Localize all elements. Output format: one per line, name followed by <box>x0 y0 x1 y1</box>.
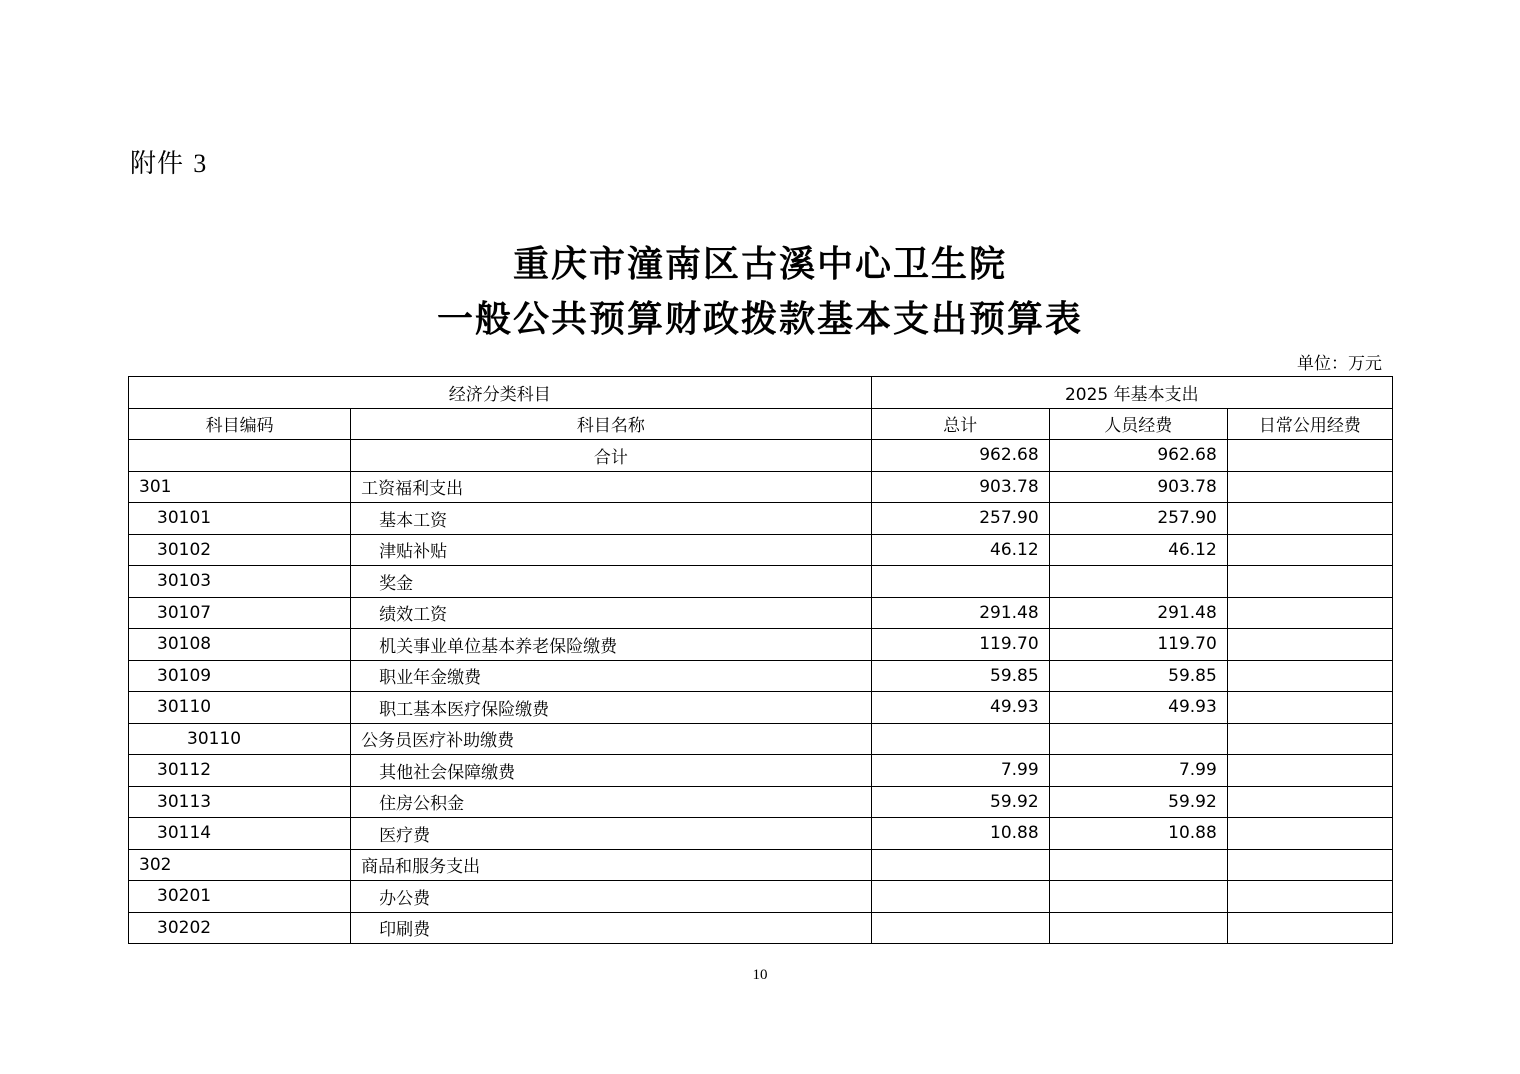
row-code: 30110 <box>129 692 351 724</box>
header-name: 科目名称 <box>351 408 871 440</box>
attachment-number: 3 <box>193 149 208 178</box>
table-row <box>129 471 1393 503</box>
row-daily <box>1227 471 1392 503</box>
row-name: 津贴补贴 <box>351 534 871 566</box>
table-row <box>129 629 1393 661</box>
row-personnel: 49.93 <box>1049 692 1227 724</box>
row-personnel: 291.48 <box>1049 597 1227 629</box>
row-total <box>871 566 1049 598</box>
table-row <box>129 597 1393 629</box>
row-name: 绩效工资 <box>351 597 871 629</box>
table-row <box>129 692 1393 724</box>
row-name: 住房公积金 <box>351 786 871 818</box>
row-daily <box>1227 629 1392 661</box>
table-row <box>129 881 1393 913</box>
row-code: 30110 <box>129 723 351 755</box>
row-code: 30201 <box>129 881 351 913</box>
row-name: 印刷费 <box>351 912 871 944</box>
row-personnel: 119.70 <box>1049 629 1227 661</box>
row-personnel <box>1049 881 1227 913</box>
row-personnel: 59.85 <box>1049 660 1227 692</box>
header-year-expense: 2025 年基本支出 <box>871 377 1392 409</box>
row-total: 903.78 <box>871 471 1049 503</box>
row-code: 30108 <box>129 629 351 661</box>
row-code: 30113 <box>129 786 351 818</box>
total-row <box>129 440 1393 472</box>
page-number: 10 <box>752 967 768 983</box>
attachment-text: 附件 <box>130 149 185 179</box>
document-title-line1: 重庆市潼南区古溪中心卫生院 <box>512 244 1007 285</box>
table-row <box>129 660 1393 692</box>
header-economic-category: 经济分类科目 <box>129 377 872 409</box>
row-total <box>871 881 1049 913</box>
table-row <box>129 849 1393 881</box>
row-total: 46.12 <box>871 534 1049 566</box>
table-row <box>129 534 1393 566</box>
total-total: 962.68 <box>871 440 1049 472</box>
document-title-line2: 一般公共预算财政拨款基本支出预算表 <box>436 299 1083 340</box>
table-row <box>129 755 1393 787</box>
table-row <box>129 786 1393 818</box>
row-name: 医疗费 <box>351 818 871 850</box>
row-total: 291.48 <box>871 597 1049 629</box>
table-row <box>129 503 1393 535</box>
column-header-row <box>129 408 1393 440</box>
row-name: 职业年金缴费 <box>351 660 871 692</box>
row-name: 公务员医疗补助缴费 <box>351 723 871 755</box>
row-personnel: 903.78 <box>1049 471 1227 503</box>
budget-table <box>128 376 1393 944</box>
row-total: 257.90 <box>871 503 1049 535</box>
header-personnel: 人员经费 <box>1049 408 1227 440</box>
row-total <box>871 723 1049 755</box>
row-personnel <box>1049 849 1227 881</box>
row-total: 59.85 <box>871 660 1049 692</box>
row-daily <box>1227 849 1392 881</box>
row-code: 302 <box>129 849 351 881</box>
row-personnel <box>1049 566 1227 598</box>
row-code: 30107 <box>129 597 351 629</box>
row-personnel: 10.88 <box>1049 818 1227 850</box>
row-total: 59.92 <box>871 786 1049 818</box>
row-name: 商品和服务支出 <box>351 849 871 881</box>
row-total <box>871 849 1049 881</box>
row-daily <box>1227 660 1392 692</box>
row-total: 119.70 <box>871 629 1049 661</box>
row-total: 49.93 <box>871 692 1049 724</box>
row-personnel: 59.92 <box>1049 786 1227 818</box>
row-name: 工资福利支出 <box>351 471 871 503</box>
row-daily <box>1227 723 1392 755</box>
header-daily: 日常公用经费 <box>1227 408 1392 440</box>
row-code: 30109 <box>129 660 351 692</box>
row-code: 30102 <box>129 534 351 566</box>
group-header-row <box>129 377 1393 409</box>
row-daily <box>1227 597 1392 629</box>
row-code: 30101 <box>129 503 351 535</box>
row-personnel: 7.99 <box>1049 755 1227 787</box>
header-code: 科目编码 <box>129 408 351 440</box>
row-code: 30103 <box>129 566 351 598</box>
row-personnel <box>1049 912 1227 944</box>
row-name: 办公费 <box>351 881 871 913</box>
row-total <box>871 912 1049 944</box>
row-name: 职工基本医疗保险缴费 <box>351 692 871 724</box>
table-row <box>129 566 1393 598</box>
row-personnel: 257.90 <box>1049 503 1227 535</box>
row-code: 30202 <box>129 912 351 944</box>
row-daily <box>1227 881 1392 913</box>
table-row <box>129 723 1393 755</box>
row-code: 30114 <box>129 818 351 850</box>
row-daily <box>1227 786 1392 818</box>
row-daily <box>1227 755 1392 787</box>
row-code: 301 <box>129 471 351 503</box>
row-total: 7.99 <box>871 755 1049 787</box>
row-name: 奖金 <box>351 566 871 598</box>
row-daily <box>1227 566 1392 598</box>
attachment-label <box>130 143 207 180</box>
total-label: 合计 <box>351 440 871 472</box>
row-daily <box>1227 534 1392 566</box>
row-name: 基本工资 <box>351 503 871 535</box>
unit-label: 单位：万元 <box>1297 354 1382 374</box>
row-daily <box>1227 503 1392 535</box>
total-daily <box>1227 440 1392 472</box>
row-daily <box>1227 692 1392 724</box>
row-name: 机关事业单位基本养老保险缴费 <box>351 629 871 661</box>
row-daily <box>1227 912 1392 944</box>
table-row <box>129 912 1393 944</box>
row-name: 其他社会保障缴费 <box>351 755 871 787</box>
row-code: 30112 <box>129 755 351 787</box>
row-daily <box>1227 818 1392 850</box>
total-code-cell <box>129 440 351 472</box>
table-row <box>129 818 1393 850</box>
total-personnel: 962.68 <box>1049 440 1227 472</box>
row-total: 10.88 <box>871 818 1049 850</box>
header-total: 总计 <box>871 408 1049 440</box>
row-personnel: 46.12 <box>1049 534 1227 566</box>
row-personnel <box>1049 723 1227 755</box>
